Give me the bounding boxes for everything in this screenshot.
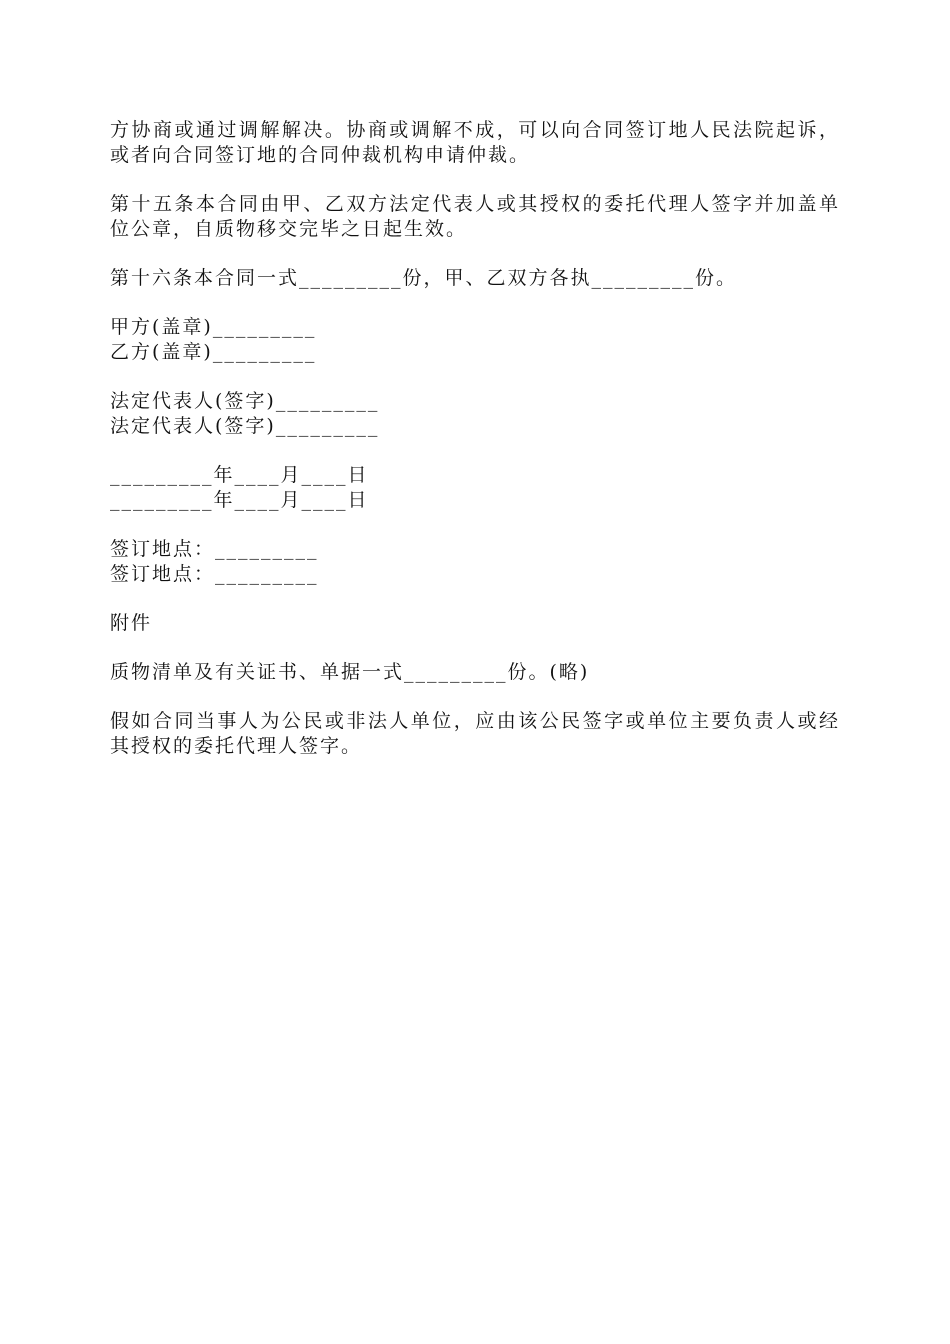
seal-block	[110, 315, 840, 365]
legal-representative-block	[110, 389, 840, 439]
attachment-items: 质物清单及有关证书、单据一式_________份。(略)	[110, 661, 590, 683]
signing-place-line-a: 签订地点：_________	[110, 538, 319, 560]
date-line-b: _________年____月____日	[110, 489, 369, 511]
paragraph-article-16: 第十六条本合同一式_________份，甲、乙双方各执_________份。	[110, 267, 738, 289]
paragraph-article-15: 第十五条本合同由甲、乙双方法定代表人或其授权的委托代理人签字并加盖单位公章，自质物移交完毕之日起生效。	[110, 193, 840, 240]
signing-note: 假如合同当事人为公民或非法人单位，应由该公民签字或单位主要负责人或经其授权的委托代理人签字。	[110, 710, 840, 757]
legal-rep-line-a: 法定代表人(签字)_________	[110, 390, 380, 412]
signing-place-line-b: 签订地点：_________	[110, 563, 319, 585]
legal-rep-line-b: 法定代表人(签字)_________	[110, 415, 380, 437]
party-a-seal-line: 甲方(盖章)_________	[110, 316, 317, 338]
attachment-heading: 附件	[110, 612, 153, 634]
paragraph-dispute-resolution: 方协商或通过调解解决。协商或调解不成，可以向合同签订地人民法院起诉，或者向合同签订地的合同仲裁机构申请仲裁。	[110, 119, 840, 166]
document-body	[110, 118, 840, 783]
signing-place-block	[110, 537, 840, 587]
date-line-a: _________年____月____日	[110, 464, 369, 486]
date-block	[110, 463, 840, 513]
party-b-seal-line: 乙方(盖章)_________	[110, 341, 317, 363]
